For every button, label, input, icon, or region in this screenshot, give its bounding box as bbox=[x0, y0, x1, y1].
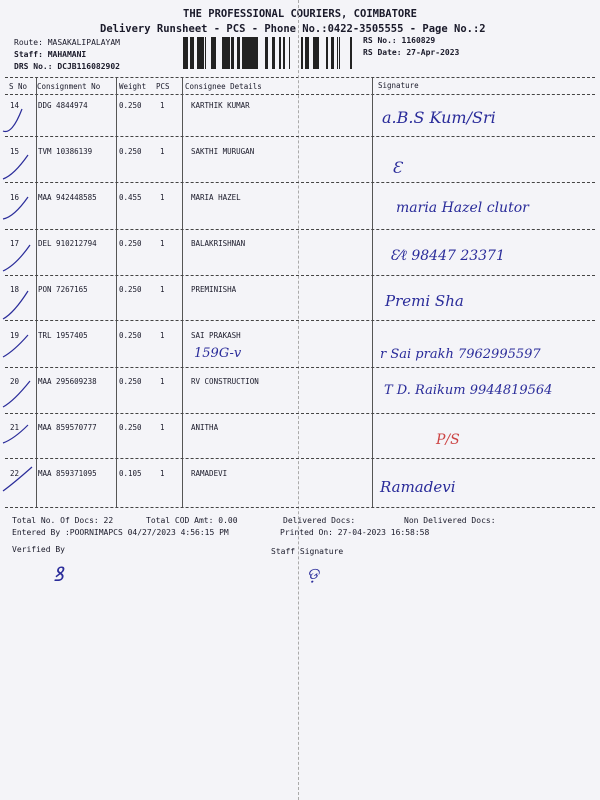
barcode bbox=[183, 37, 353, 69]
tick-marks bbox=[0, 95, 40, 505]
row-weight: 0.250 bbox=[119, 239, 142, 248]
row-sno: 17 bbox=[10, 239, 20, 248]
col-header-pcs: PCS bbox=[156, 82, 170, 91]
col-header-consignee: Consignee Details bbox=[185, 82, 262, 91]
row-consignment: MAA 859570777 bbox=[38, 423, 97, 432]
row-weight: 0.455 bbox=[119, 193, 142, 202]
row-consignment: DDG 4844974 bbox=[38, 101, 88, 110]
row-weight: 0.250 bbox=[119, 377, 142, 386]
row-sno: 16 bbox=[10, 193, 20, 202]
row-pcs: 1 bbox=[160, 239, 165, 248]
runsheet-subtitle: Delivery Runsheet - PCS - Phone No.:0422-3505555 - Page No.:2 bbox=[100, 23, 486, 35]
row-pcs: 1 bbox=[160, 147, 165, 156]
drs-number: DRS No.: DCJB116082902 bbox=[14, 62, 120, 71]
row-consignment: MAA 942448585 bbox=[38, 193, 97, 202]
row-sno: 15 bbox=[10, 147, 20, 156]
non-delivered-docs: Non Delivered Docs: bbox=[404, 516, 496, 525]
staff-label: Staff: MAHAMANI bbox=[14, 50, 87, 59]
row-pcs: 1 bbox=[160, 331, 165, 340]
route-label: Route: MASAKALIPALAYAM bbox=[14, 38, 120, 47]
col-header-sno: S No bbox=[9, 82, 28, 91]
row-signature: T D. Raikum 9944819564 bbox=[384, 383, 553, 398]
rs-number: RS No.: 1160829 bbox=[363, 36, 436, 45]
row-signature: Ɛ⁄ℓ 98447 23371 bbox=[390, 248, 505, 264]
row-sno: 22 bbox=[10, 469, 20, 478]
row-weight: 0.250 bbox=[119, 101, 142, 110]
row-consignment: TRL 1957405 bbox=[38, 331, 88, 340]
row-signature: r Sai prakh 7962995597 bbox=[380, 347, 541, 362]
row-weight: 0.250 bbox=[119, 331, 142, 340]
row-sno: 21 bbox=[10, 423, 20, 432]
row-sno: 18 bbox=[10, 285, 20, 294]
row-weight: 0.250 bbox=[119, 285, 142, 294]
row-consignee: RV CONSTRUCTION bbox=[191, 377, 259, 386]
row-consignee: BALAKRISHNAN bbox=[191, 239, 246, 248]
row-consignment: MAA 859371095 bbox=[38, 469, 97, 478]
row-signature: Ɛ bbox=[392, 158, 402, 177]
row-sno: 20 bbox=[10, 377, 20, 386]
row-pcs: 1 bbox=[160, 469, 165, 478]
row-consignment: TVM 10386139 bbox=[38, 147, 93, 156]
staff-signature-label: Staff Signature bbox=[271, 547, 344, 556]
row-sno: 19 bbox=[10, 331, 20, 340]
row-weight: 0.105 bbox=[119, 469, 142, 478]
row-consignee: MARIA HAZEL bbox=[191, 193, 241, 202]
row-consignee: SAKTHI MURUGAN bbox=[191, 147, 255, 156]
row-consignee: PREMINISHA bbox=[191, 285, 237, 294]
rs-date: RS Date: 27-Apr-2023 bbox=[363, 48, 460, 57]
row-pcs: 1 bbox=[160, 285, 165, 294]
total-cod: Total COD Amt: 0.00 bbox=[146, 516, 238, 525]
row-pcs: 1 bbox=[160, 423, 165, 432]
row-consignee: RAMADEVI bbox=[191, 469, 228, 478]
row-consignment: MAA 295609238 bbox=[38, 377, 97, 386]
entered-by: Entered By :POORNIMAPCS 04/27/2023 4:56:15 PM bbox=[12, 528, 229, 537]
col-header-weight: Weight bbox=[119, 82, 147, 91]
staff-signature: ଡ଼ bbox=[307, 564, 319, 583]
row-signature: a.B.S Kum/Sri bbox=[382, 108, 496, 127]
row-weight: 0.250 bbox=[119, 147, 142, 156]
verified-signature: ꝸ bbox=[53, 562, 64, 586]
row-consignee: ANITHA bbox=[191, 423, 219, 432]
row-signature: Premi Sha bbox=[385, 292, 464, 310]
col-header-consignment: Consignment No bbox=[37, 82, 101, 91]
verified-by-label: Verified By bbox=[12, 545, 65, 554]
row-weight: 0.250 bbox=[119, 423, 142, 432]
delivered-docs: Delivered Docs: bbox=[283, 516, 356, 525]
row-consignment: PON 7267165 bbox=[38, 285, 88, 294]
row-note: 159G-v bbox=[194, 346, 242, 361]
company-title: THE PROFESSIONAL COURIERS, COIMBATORE bbox=[183, 8, 417, 20]
row-consignment: DEL 910212794 bbox=[38, 239, 97, 248]
row-pcs: 1 bbox=[160, 193, 165, 202]
row-signature: maria Hazel clutor bbox=[396, 200, 529, 216]
total-docs: Total No. Of Docs: 22 bbox=[12, 516, 114, 525]
row-consignee: SAI PRAKASH bbox=[191, 331, 241, 340]
col-header-signature: Signature bbox=[378, 81, 419, 90]
printed-on: Printed On: 27-04-2023 16:58:58 bbox=[280, 528, 430, 537]
row-consignee: KARTHIK KUMAR bbox=[191, 101, 250, 110]
row-signature: P/S bbox=[436, 432, 460, 448]
row-pcs: 1 bbox=[160, 377, 165, 386]
row-pcs: 1 bbox=[160, 101, 165, 110]
row-signature: Ramadevi bbox=[380, 478, 456, 496]
row-sno: 14 bbox=[10, 101, 20, 110]
